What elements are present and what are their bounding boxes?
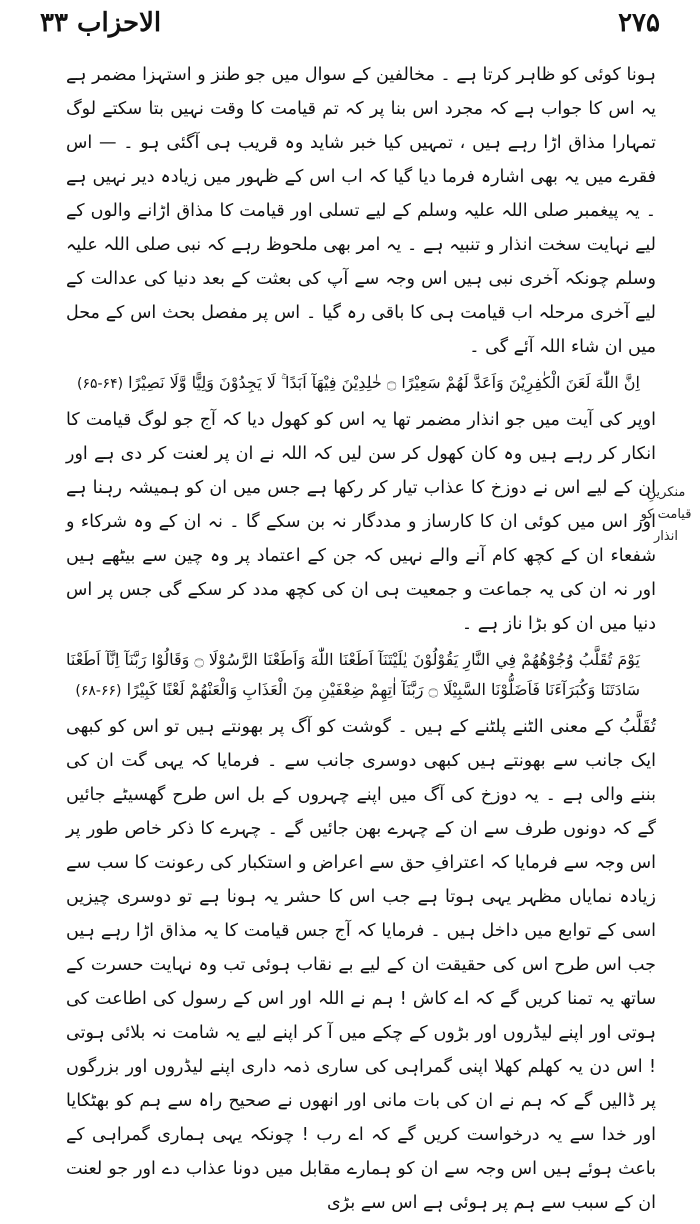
quran-verse [66,645,656,706]
page-number: ۲۷۵ [618,8,660,38]
verse-reference: (۶۴-۶۵) [76,376,124,392]
page-header [40,8,660,48]
margin-note: منکرینِ قیامت کو انذار [640,485,692,544]
verse-text: اِنَّ اللّٰهَ لَعَنَ الْكٰفِرِيْنَ وَاَعَدَّ لَهُمْ سَعِيْرًا ۝ خٰلِدِيْنَ فِيْهَآ اَبَدًا ۚ لَا يَجِدُوْنَ وَلِيًّا وَّلَا نَصِيْرًا [128,373,640,392]
verse-reference: (۶۶-۶۸) [75,683,122,699]
paragraph: تُقَلَّبُ کے معنی الٹنے پلٹنے کے ہیں ۔ گوشت کو آگ پر بھونتے ہیں تو اس کو کبھی ایک جانب سے بھونتے ہیں کبھی دوسری جانب سے ۔ فرمایا کہ یہی گت ان کی بننے والی ہے ۔ یہ دوزخ کی آگ میں اپنے چہروں کے بل اس طرح گھسیٹے جائیں گے کہ دونوں طرف سے ان کے چہرے بھن جائیں گے ۔ چہرے کا ذکر خاص طور پر اس وجہ سے فرمایا کہ اعترافِ حق سے اعراض و استکبار کی رعونت کا سب سے زیادہ نمایاں مظہر یہی ہوتا ہے جب اس کا حشر یہ ہونا ہے تو دوسری چیزیں اسی کے توابع میں داخل ہیں ۔ فرمایا کہ آج جس قیامت کا یہ مذاق اڑا رہے ہیں جب اس طرح اس کی حقیقت ان کے لیے بے نقاب ہوئی تب وہ نہایت حسرت کے ساتھ یہ تمنا کریں گے کہ اے کاش ! ہم نے اللہ اور اس کے رسول کی اطاعت کی ہوتی اور اپنے لیڈروں اور بڑوں کے چکے میں آ کر اپنے لیے یہ شامت نہ بلائی ہوتی ! اس دن یہ کھلم کھلا اپنی گمراہی کی ساری ذمہ داری اپنے لیڈروں اور بزرگوں پر ڈالیں گے کہ ہم نے ان کی بات مانی اور انھوں نے صحیح راہ سے ہم کو بھٹکایا اور خدا سے یہ درخواست کریں گے کہ اے رب ! چونکہ یہی ہماری گمراہی کے باعث ہوئے ہیں اس وجہ سے ان کو ہمارے مقابل میں دونا عذاب دے اور جو لعنت ان کے سبب سے ہم پر ہوئی ہے اس سے بڑی [66,717,656,1213]
quran-verse [66,368,656,399]
paragraph: ہونا کوئی کو ظاہر کرتا ہے ۔ مخالفین کے سوال میں جو طنز و استہزا مضمر ہے یہ اس کا جواب ہے کہ مجرد اس بنا پر کہ تم قیامت کا وقت نہیں بتا سکتے لوگ تمہارا مذاق اڑا رہے ہیں ، تمہیں کیا خبر شاید وہ قریب ہی آگئی ہو ۔ — اس فقرے میں یہ بھی اشارہ فرما دیا گیا کہ اب اس کے ظہور میں زیادہ دیر نہیں ہے ۔ یہ پیغمبر صلی اللہ علیہ وسلم کے لیے تسلی اور قیامت کا مذاق اڑانے والوں کے لیے نہایت سخت انذار و تنبیہ ہے ۔ یہ امر بھی ملحوظ رہے کہ نبی صلی اللہ علیہ وسلم چونکہ آخری نبی ہیں اس وجہ سے آپ کی بعثت کے بعد دنیا کی عدالت کے لیے آخری مرحلہ اب قیامت ہی کا باقی رہ گیا ۔ اس پر مفصل بحث اس کے محل میں ان شاء اللہ آئے گی ۔ [66,65,656,357]
verse-text: يَوْمَ تُقَلَّبُ وُجُوْهُهُمْ فِي النَّارِ يَقُوْلُوْنَ يٰلَيْتَنَآ اَطَعْنَا اللّٰهَ وَاَطَعْنَا الرَّسُوْلَا ۝ وَقَالُوْا رَبَّنَآ اِنَّآ اَطَعْنَا سَادَتَنَا وَكُبَرَآءَنَا فَاَضَلُّوْنَا السَّبِيْلَا ۝ رَبَّنَآ اٰتِهِمْ ضِعْفَيْنِ مِنَ الْعَذَابِ وَالْعَنْهُمْ لَعْنًا كَبِيْرًا [66,650,640,699]
running-title: الاحزاب ۳۳ [40,8,162,38]
paragraph: اوپر کی آیت میں جو انذار مضمر تھا یہ اس کو کھول دیا کہ آج جو لوگ قیامت کا انکار کر رہے ہیں وہ کان کھول کر سن لیں کہ اللہ نے ان پر لعنت کر دی ہے اور ان کے لیے اس نے دوزخ کا عذاب تیار کر رکھا ہے جس میں ان کو ہمیشہ رہنا ہے اور اس میں کوئی ان کا کارساز و مددگار نہ بن سکے گا ۔ نہ ان کے وہ شرکاء و شفعاء ان کے کچھ کام آنے والے نہیں کہ جن کے اعتماد پر وہ چین سے بیٹھے ہیں اور نہ ان کی یہ جماعت و جمعیت ہی ان کی کچھ مدد کر سکے گی جس پر اس دنیا میں ان کو بڑا ناز ہے ۔ [66,410,656,634]
body-text [66,58,656,1224]
